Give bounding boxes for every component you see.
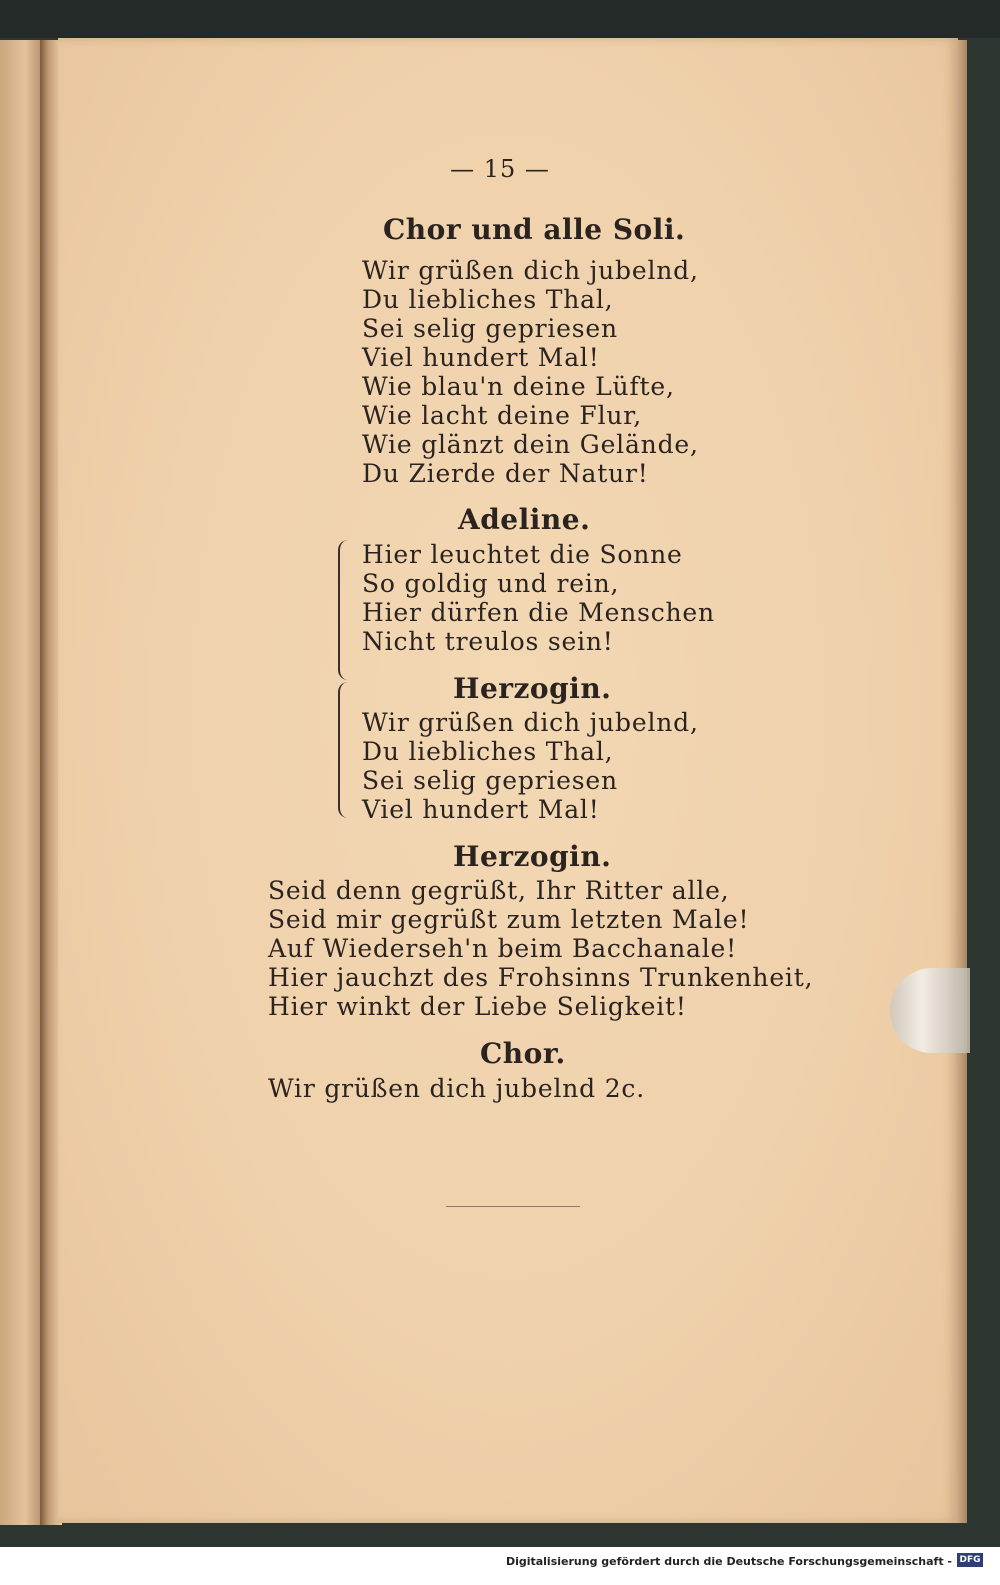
verse-line: Hier winkt der Liebe Seligkeit! (268, 992, 687, 1021)
verse-line: Wir grüßen dich jubelnd, (362, 256, 699, 285)
verse-line: Seid denn gegrüßt, Ihr Ritter alle, (268, 876, 730, 905)
scan-background (0, 0, 1000, 38)
verse-line: Hier jauchzt des Frohsinns Trunkenheit, (268, 963, 814, 992)
footer-credit: Digitalisierung gefördert durch die Deutsche Forschungsgemeinschaft - (505, 1555, 952, 1568)
verse-line: Du liebliches Thal, (362, 285, 614, 314)
right-page-edge (955, 40, 967, 1523)
verse-line: Sei selig gepriesen (362, 766, 618, 795)
verse-line: Nicht treulos sein! (362, 627, 614, 656)
left-page-edge (0, 40, 42, 1525)
verse-line: Wir grüßen dich jubelnd 2c. (268, 1074, 645, 1103)
verse-line: Du Zierde der Natur! (362, 459, 649, 488)
verse-line: Seid mir gegrüßt zum letzten Male! (268, 905, 750, 934)
section-heading: Chor. (480, 1037, 566, 1070)
section-heading: Herzogin. (453, 672, 612, 705)
verse-line: Hier dürfen die Menschen (362, 598, 715, 627)
verse-line: Du liebliches Thal, (362, 737, 614, 766)
verse-line: Wie blau'n deine Lüfte, (362, 372, 675, 401)
end-rule (446, 1206, 580, 1207)
verse-line: So goldig und rein, (362, 569, 620, 598)
verse-line: Viel hundert Mal! (362, 795, 600, 824)
verse-line: Hier leuchtet die Sonne (362, 540, 683, 569)
verse-line: Wie glänzt dein Gelände, (362, 430, 699, 459)
brace-bracket (338, 682, 354, 818)
verse-line: Wie lacht deine Flur, (362, 401, 643, 430)
section-heading: Adeline. (458, 503, 591, 536)
page-number: — 15 — (450, 155, 550, 183)
section-heading: Chor und alle Soli. (383, 213, 686, 246)
verse-line: Wir grüßen dich jubelnd, (362, 708, 699, 737)
brace-bracket (338, 540, 354, 680)
page-clip-tab (890, 968, 970, 1053)
verse-line: Sei selig gepriesen (362, 314, 618, 343)
section-heading: Herzogin. (453, 840, 612, 873)
verse-line: Auf Wiederseh'n beim Bacchanale! (268, 934, 737, 963)
verse-line: Viel hundert Mal! (362, 343, 600, 372)
dfg-logo: DFG (957, 1553, 983, 1567)
